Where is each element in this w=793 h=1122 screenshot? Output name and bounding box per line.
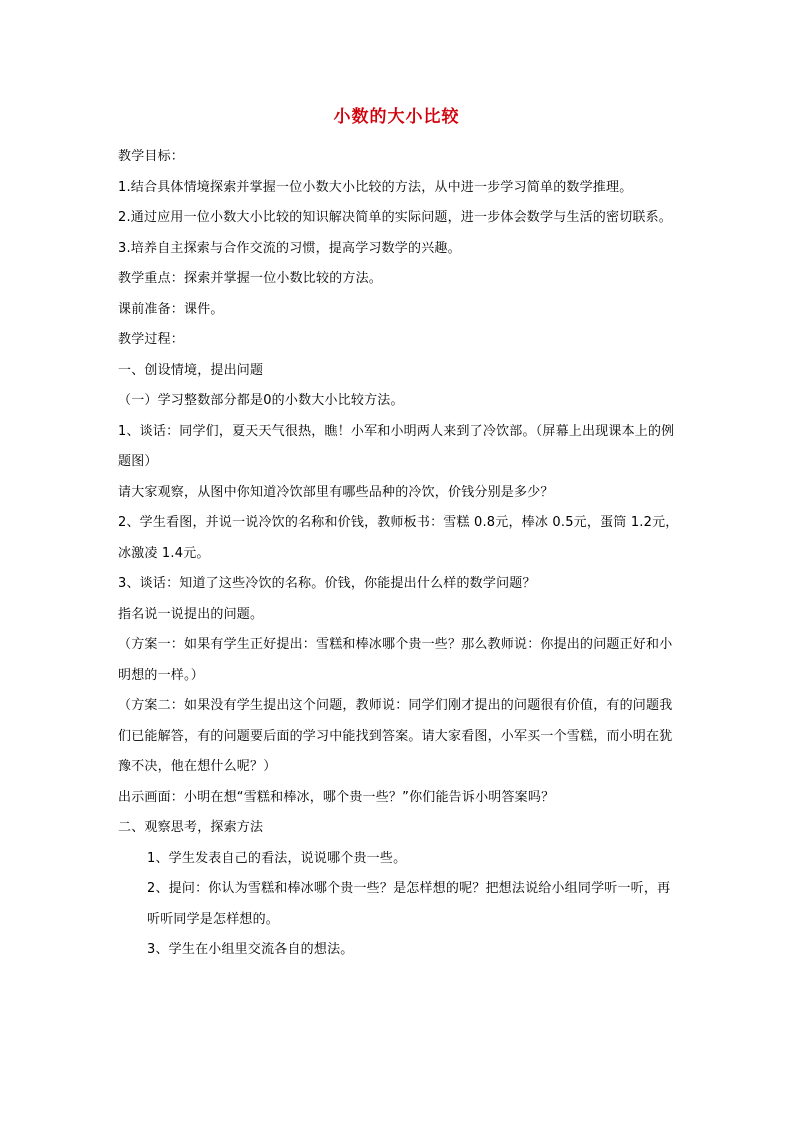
paragraph-ask-students: 指名说一说提出的问题。 — [118, 606, 264, 622]
section-heading-1: 一、创设情境，提出问题 — [118, 362, 264, 378]
paragraph-step-3: 3、学生在小组里交流各自的想法。 — [147, 942, 354, 957]
paragraph-step-1: 1、学生发表自己的看法，说说哪个贵一些。 — [147, 850, 407, 866]
section-heading-2: 二、观察思考，探索方法 — [118, 820, 264, 835]
section-label-process: 教学过程： — [118, 332, 185, 347]
paragraph-step-2: 2、提问：你认为雪糕和棒冰哪个贵一些？是怎样想的呢？把想法说给小组同学听一听，再听听同学是怎样想的。 — [147, 881, 671, 927]
objective-1: 1.结合具体情境探索并掌握一位小数大小比较的方法，从中进一步学习简单的数学推理。 — [118, 179, 633, 195]
teaching-focus: 教学重点：探索并掌握一位小数比较的方法。 — [118, 271, 383, 286]
paragraph-talk-1: 1、谈话：同学们，夏天天气很热，瞧！小军和小明两人来到了冷饮部。（屏幕上出现课本上的例题图） — [118, 423, 675, 469]
paragraph-plan-2: （方案二：如果没有学生提出这个问题，教师说：同学们刚才提出的问题很有价值，有的问题我们已能解答，有的问题要后面的学习中能找到答案。请大家看图，小军买一个雪糕，而小明在犹豫不决，他在想什么呢？） — [118, 698, 673, 774]
preparation: 课前准备：课件。 — [118, 301, 224, 317]
paragraph-prices: 2、学生看图，并说一说冷饮的名称和价钱，教师板书：雪糕 0.8元，棒冰 0.5元，蛋筒 1.2元，冰激凌 1.4元。 — [118, 515, 679, 561]
paragraph-talk-3: 3、谈话：知道了这些冷饮的名称。价钱，你能提出什么样的数学问题？ — [118, 576, 536, 591]
objective-2: 2.通过应用一位小数大小比较的知识解决简单的实际问题，进一步体会数学与生活的密切联系。 — [118, 210, 673, 225]
paragraph-observe: 请大家观察，从图中你知道冷饮部里有哪些品种的冷饮，价钱分别是多少？ — [118, 484, 554, 500]
paragraph-plan-1: （方案一：如果有学生正好提出：雪糕和棒冰哪个贵一些？那么教师说：你提出的问题正好和小明想的一样。） — [118, 637, 673, 683]
document-title: 小数的大小比较 — [333, 107, 460, 127]
section-label-objectives: 教学目标： — [118, 149, 185, 164]
objective-3: 3.培养自主探索与合作交流的习惯，提高学习数学的兴趣。 — [118, 240, 461, 256]
document-body — [118, 142, 680, 966]
paragraph-show-picture: 出示画面：小明在想“雪糕和棒冰，哪个贵一些？”你们能告诉小明答案吗？ — [118, 789, 555, 805]
subsection-heading-1: （一）学习整数部分都是0的小数大小比较方法。 — [118, 393, 404, 408]
